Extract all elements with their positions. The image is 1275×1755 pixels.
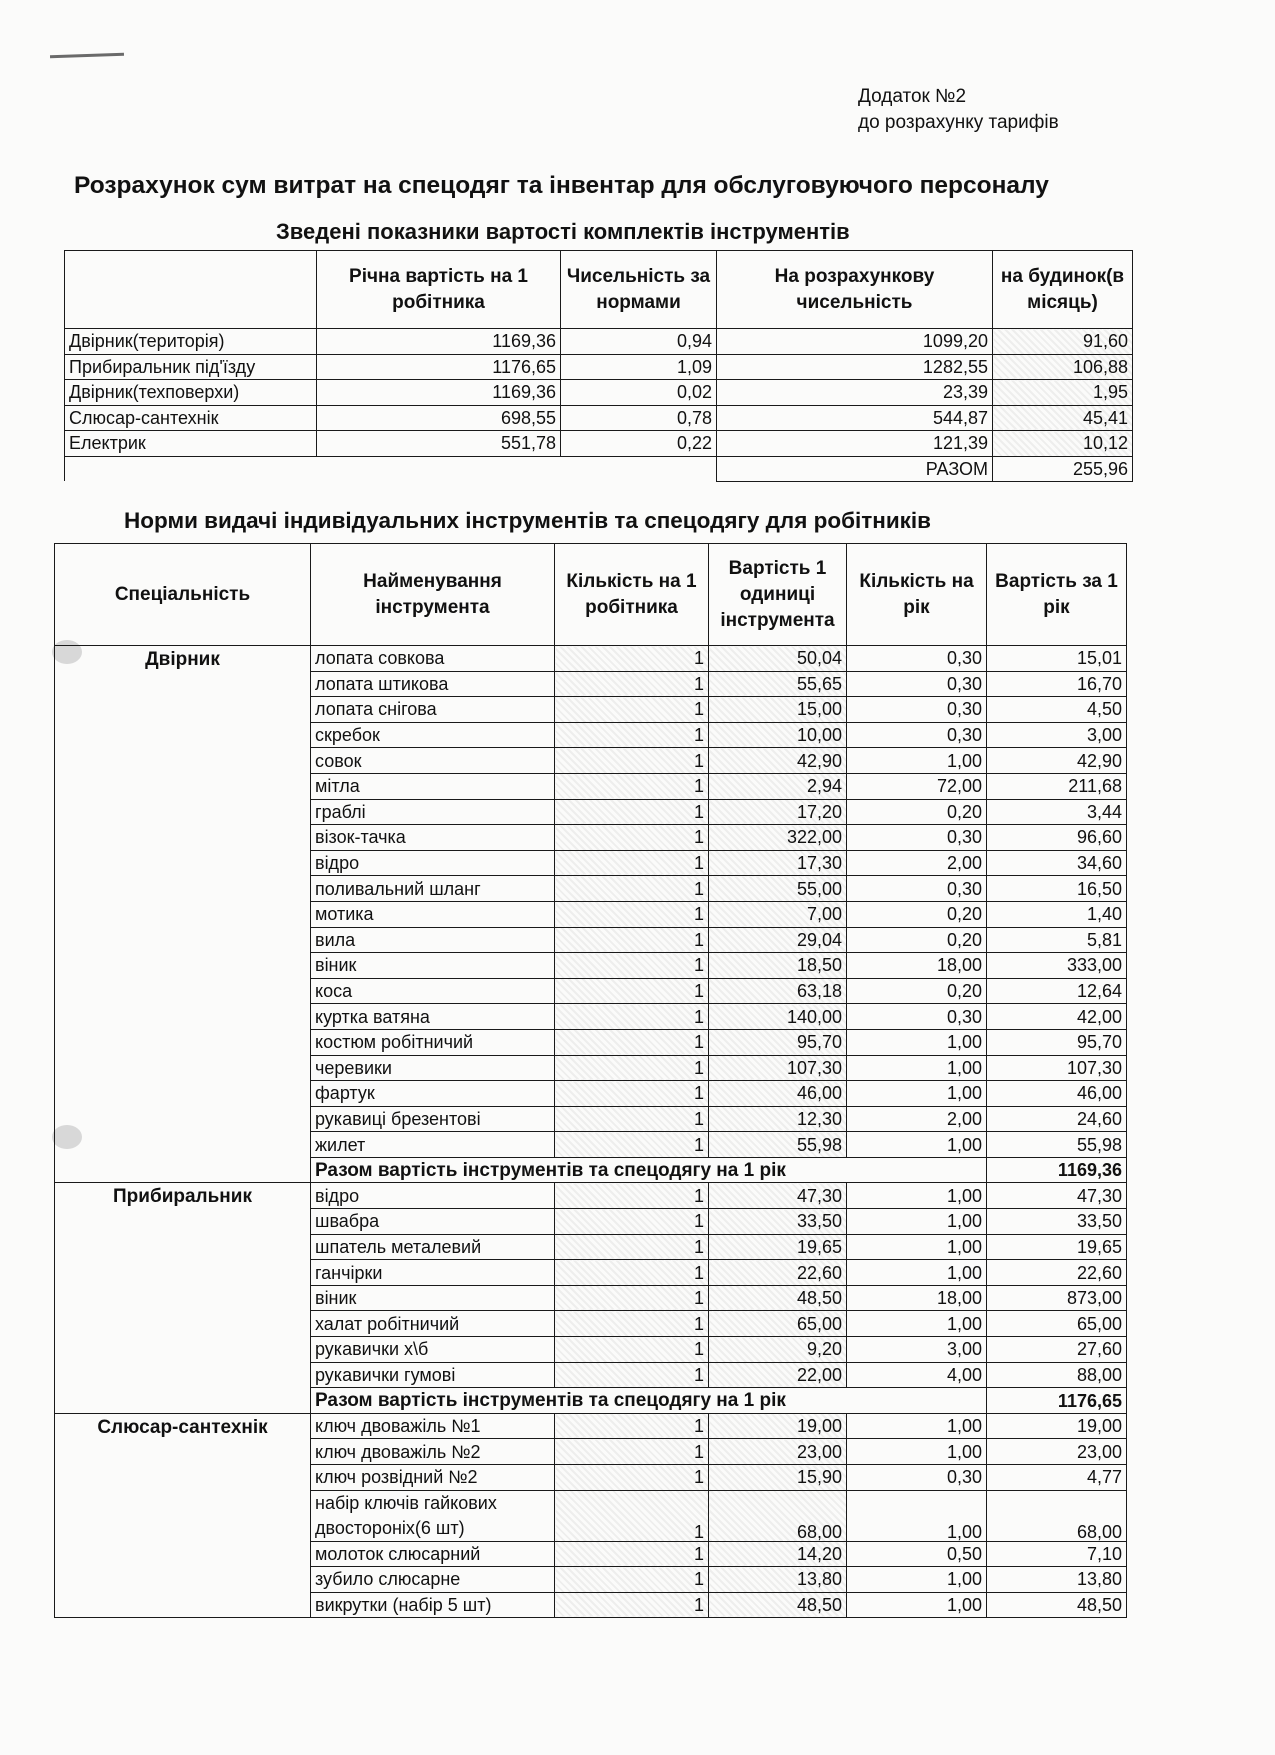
group-total-value: 1169,36: [987, 1157, 1127, 1183]
table-cell: 95,70: [709, 1029, 847, 1055]
table-cell: 107,30: [987, 1055, 1127, 1081]
table-cell: 1: [555, 722, 709, 748]
table-row: [55, 646, 1127, 672]
row-label: Слюсар-сантехнік: [65, 405, 317, 431]
item-name: черевики: [311, 1055, 555, 1081]
table-cell: 47,30: [709, 1183, 847, 1209]
table-cell: 0,22: [561, 431, 717, 457]
table-cell: 23,00: [987, 1439, 1127, 1465]
item-name: швабра: [311, 1209, 555, 1235]
table-cell: 33,50: [987, 1209, 1127, 1235]
table-cell: 140,00: [709, 1004, 847, 1030]
summary-total-row: [65, 456, 1133, 481]
table-cell: 95,70: [987, 1029, 1127, 1055]
table-cell: 1,00: [847, 1029, 987, 1055]
table-cell: 1: [555, 1541, 709, 1567]
table-cell: 1,00: [847, 748, 987, 774]
table-cell: 13,80: [987, 1567, 1127, 1593]
norms-header-row: [55, 544, 1127, 646]
table-cell: 1: [555, 1132, 709, 1158]
table-cell: 1: [555, 1029, 709, 1055]
table-cell: 333,00: [987, 953, 1127, 979]
table-cell: 1: [555, 901, 709, 927]
table-cell: 322,00: [709, 825, 847, 851]
table-cell: 48,50: [709, 1285, 847, 1311]
table-cell: 7,10: [987, 1541, 1127, 1567]
table-cell: 46,00: [709, 1081, 847, 1107]
norms-header-cell: Вартість 1 одиниці інструмента: [709, 544, 847, 646]
table-cell: 46,00: [987, 1081, 1127, 1107]
appendix-note: [858, 84, 1059, 136]
table-cell: 16,70: [987, 671, 1127, 697]
page-title: Розрахунок сум витрат на спецодяг та інвентар для обслуговуючого персоналу: [74, 172, 1049, 199]
table-cell: 4,50: [987, 697, 1127, 723]
table-cell: 7,00: [709, 901, 847, 927]
specialty-cell: Двірник: [55, 646, 311, 1183]
table-cell: 1: [555, 1004, 709, 1030]
table-cell: 88,00: [987, 1362, 1127, 1388]
table-cell: 0,78: [561, 405, 717, 431]
summary-header-cell: На розрахункову чисельність: [717, 251, 993, 329]
table-cell: 1,00: [847, 1209, 987, 1235]
summary-header-cell: Чисельність за нормами: [561, 251, 717, 329]
table-cell: 19,00: [987, 1413, 1127, 1439]
table-cell: 0,30: [847, 825, 987, 851]
item-name: совок: [311, 748, 555, 774]
table-cell: 873,00: [987, 1285, 1127, 1311]
table-cell: 1: [555, 1413, 709, 1439]
table-cell: 18,00: [847, 1285, 987, 1311]
table-cell: 4,00: [847, 1362, 987, 1388]
item-name: відро: [311, 850, 555, 876]
table-cell: 65,00: [709, 1311, 847, 1337]
item-name: куртка ватяна: [311, 1004, 555, 1030]
item-name: шпатель металевий: [311, 1234, 555, 1260]
summary-header-row: [65, 251, 1133, 329]
item-name: рукавички х\б: [311, 1337, 555, 1363]
table-cell: 1,00: [847, 1260, 987, 1286]
item-name: вила: [311, 927, 555, 953]
table-cell: 1169,36: [317, 380, 561, 406]
table-cell: 0,30: [847, 876, 987, 902]
item-name: ключ двоважіль №1: [311, 1413, 555, 1439]
table-cell: 0,30: [847, 722, 987, 748]
table-cell: 72,00: [847, 773, 987, 799]
table-cell: 1,00: [847, 1592, 987, 1618]
table-cell: 1: [555, 697, 709, 723]
table-cell: 551,78: [317, 431, 561, 457]
table-cell: 1,00: [847, 1183, 987, 1209]
table-row: [55, 1413, 1127, 1439]
item-name: візок-тачка: [311, 825, 555, 851]
table-cell: 18,50: [709, 953, 847, 979]
norms-title: Норми видачі індивідуальних інструментів та спецодягу для робітників: [124, 508, 932, 533]
table-cell: 13,80: [709, 1567, 847, 1593]
table-cell: 23,00: [709, 1439, 847, 1465]
table-cell: 47,30: [987, 1183, 1127, 1209]
table-cell: 4,77: [987, 1465, 1127, 1491]
summary-table: [64, 250, 1133, 482]
item-name: лопата совкова: [311, 646, 555, 672]
table-cell: 1282,55: [717, 354, 993, 380]
table-cell: 27,60: [987, 1337, 1127, 1363]
table-cell: 55,98: [709, 1132, 847, 1158]
table-cell: 1,00: [847, 1081, 987, 1107]
table-cell: 1,00: [847, 1055, 987, 1081]
item-name: рукавиці брезентові: [311, 1106, 555, 1132]
table-cell: 1: [555, 773, 709, 799]
table-cell: 1,00: [847, 1490, 987, 1541]
item-name: лопата штикова: [311, 671, 555, 697]
scan-mark: [50, 53, 124, 59]
table-cell: 1: [555, 850, 709, 876]
table-cell: 1: [555, 825, 709, 851]
norms-header-cell: Найменування інструмента: [311, 544, 555, 646]
table-cell: 19,65: [709, 1234, 847, 1260]
table-cell: 1: [555, 1055, 709, 1081]
table-cell: 14,20: [709, 1541, 847, 1567]
table-cell: 2,00: [847, 850, 987, 876]
table-cell: 1,00: [847, 1132, 987, 1158]
table-cell: 1,00: [847, 1567, 987, 1593]
table-cell: 19,00: [709, 1413, 847, 1439]
table-cell: 50,04: [709, 646, 847, 672]
item-name: скребок: [311, 722, 555, 748]
table-cell: 1,40: [987, 901, 1127, 927]
table-cell: 18,00: [847, 953, 987, 979]
table-cell: 1: [555, 876, 709, 902]
item-name: костюм робітничий: [311, 1029, 555, 1055]
table-cell: 0,50: [847, 1541, 987, 1567]
table-cell: 55,98: [987, 1132, 1127, 1158]
item-name: мотика: [311, 901, 555, 927]
item-name: ганчірки: [311, 1260, 555, 1286]
table-cell: 33,50: [709, 1209, 847, 1235]
table-cell: 48,50: [709, 1592, 847, 1618]
item-name: граблі: [311, 799, 555, 825]
table-cell: 0,30: [847, 1004, 987, 1030]
norms-header-cell: Вартість за 1 рік: [987, 544, 1127, 646]
group-total-label: Разом вартість інструментів та спецодягу на 1 рік: [311, 1157, 987, 1183]
table-cell: 0,20: [847, 799, 987, 825]
table-cell: 22,60: [709, 1260, 847, 1286]
table-cell: 1169,36: [317, 329, 561, 355]
table-cell: 68,00: [709, 1490, 847, 1541]
table-cell: 42,00: [987, 1004, 1127, 1030]
group-total-label: Разом вартість інструментів та спецодягу на 1 рік: [311, 1388, 987, 1414]
row-label: Електрик: [65, 431, 317, 457]
item-name: відро: [311, 1183, 555, 1209]
table-cell: 1: [555, 1592, 709, 1618]
table-cell: 1: [555, 1465, 709, 1491]
table-cell: 1,95: [993, 380, 1133, 406]
total-label: РАЗОМ: [717, 456, 993, 481]
table-cell: 5,81: [987, 927, 1127, 953]
summary-header-cell: [65, 251, 317, 329]
table-cell: 0,30: [847, 671, 987, 697]
table-cell: 55,65: [709, 671, 847, 697]
norms-header-cell: Кількість на 1 робітника: [555, 544, 709, 646]
table-cell: 17,30: [709, 850, 847, 876]
table-cell: 0,02: [561, 380, 717, 406]
table-row: [55, 1183, 1127, 1209]
table-cell: 1: [555, 1311, 709, 1337]
table-cell: 3,00: [847, 1337, 987, 1363]
table-cell: 1,00: [847, 1311, 987, 1337]
table-cell: 1: [555, 1490, 709, 1541]
table-row: [65, 329, 1133, 355]
item-name: віник: [311, 953, 555, 979]
table-cell: 23,39: [717, 380, 993, 406]
item-name: ключ двоважіль №2: [311, 1439, 555, 1465]
table-cell: 68,00: [987, 1490, 1127, 1541]
item-name: викрутки (набір 5 шт): [311, 1592, 555, 1618]
appendix-line-2: до розрахунку тарифів: [858, 112, 1059, 133]
table-cell: 1: [555, 1362, 709, 1388]
table-cell: 10,00: [709, 722, 847, 748]
appendix-line-1: Додаток №2: [858, 86, 967, 107]
table-cell: 1176,65: [317, 354, 561, 380]
total-value: 255,96: [993, 456, 1133, 481]
table-row: [65, 431, 1133, 457]
table-cell: 17,20: [709, 799, 847, 825]
group-total-value: 1176,65: [987, 1388, 1127, 1414]
table-cell: 55,00: [709, 876, 847, 902]
table-cell: 1: [555, 1209, 709, 1235]
item-name: фартук: [311, 1081, 555, 1107]
table-cell: 544,87: [717, 405, 993, 431]
table-row: [65, 354, 1133, 380]
table-cell: 12,30: [709, 1106, 847, 1132]
table-cell: 65,00: [987, 1311, 1127, 1337]
table-cell: 107,30: [709, 1055, 847, 1081]
table-cell: 22,00: [709, 1362, 847, 1388]
table-cell: 1: [555, 978, 709, 1004]
table-cell: 1,00: [847, 1439, 987, 1465]
table-cell: 1: [555, 1234, 709, 1260]
table-cell: 29,04: [709, 927, 847, 953]
table-cell: 1: [555, 1183, 709, 1209]
table-cell: 1: [555, 1081, 709, 1107]
table-cell: 22,60: [987, 1260, 1127, 1286]
item-name: зубило слюсарне: [311, 1567, 555, 1593]
table-cell: 19,65: [987, 1234, 1127, 1260]
table-cell: 12,64: [987, 978, 1127, 1004]
norms-header-cell: Спеціальність: [55, 544, 311, 646]
table-cell: 1: [555, 1285, 709, 1311]
row-label: Двірник(територія): [65, 329, 317, 355]
table-cell: 1099,20: [717, 329, 993, 355]
table-cell: 0,20: [847, 978, 987, 1004]
specialty-cell: Прибиральник: [55, 1183, 311, 1413]
table-cell: 48,50: [987, 1592, 1127, 1618]
table-cell: 42,90: [987, 748, 1127, 774]
table-cell: 63,18: [709, 978, 847, 1004]
table-cell: 1,00: [847, 1413, 987, 1439]
table-cell: 1: [555, 646, 709, 672]
table-cell: 1: [555, 1439, 709, 1465]
item-name: халат робітничий: [311, 1311, 555, 1337]
item-name: лопата снігова: [311, 697, 555, 723]
table-cell: 0,30: [847, 697, 987, 723]
table-cell: 15,00: [709, 697, 847, 723]
table-cell: 121,39: [717, 431, 993, 457]
table-row: [65, 380, 1133, 406]
item-name: віник: [311, 1285, 555, 1311]
table-cell: 0,94: [561, 329, 717, 355]
blank-cell: [65, 456, 717, 481]
table-cell: 91,60: [993, 329, 1133, 355]
table-cell: 0,20: [847, 927, 987, 953]
table-cell: 3,44: [987, 799, 1127, 825]
table-cell: 1: [555, 1260, 709, 1286]
summary-header-cell: на будинок(в місяць): [993, 251, 1133, 329]
item-name: мітла: [311, 773, 555, 799]
table-cell: 96,60: [987, 825, 1127, 851]
table-cell: 45,41: [993, 405, 1133, 431]
item-name: рукавички гумові: [311, 1362, 555, 1388]
table-cell: 15,90: [709, 1465, 847, 1491]
table-cell: 2,00: [847, 1106, 987, 1132]
specialty-cell: Слюсар-сантехнік: [55, 1413, 311, 1618]
table-cell: 1,00: [847, 1234, 987, 1260]
item-name: поливальний шланг: [311, 876, 555, 902]
row-label: Двірник(техповерхи): [65, 380, 317, 406]
table-cell: 1: [555, 799, 709, 825]
table-cell: 1,09: [561, 354, 717, 380]
table-cell: 24,60: [987, 1106, 1127, 1132]
table-cell: 42,90: [709, 748, 847, 774]
item-name: жилет: [311, 1132, 555, 1158]
item-name: набір ключів гайкових двостороніх(6 шт): [311, 1490, 555, 1541]
table-cell: 0,30: [847, 646, 987, 672]
item-name: молоток слюсарний: [311, 1541, 555, 1567]
table-cell: 16,50: [987, 876, 1127, 902]
table-cell: 34,60: [987, 850, 1127, 876]
summary-title: Зведені показники вартості комплектів інструментів: [276, 219, 850, 244]
table-cell: 9,20: [709, 1337, 847, 1363]
table-cell: 2,94: [709, 773, 847, 799]
table-cell: 1: [555, 1567, 709, 1593]
row-label: Прибиральник під'їзду: [65, 354, 317, 380]
norms-table: [54, 543, 1127, 1618]
norms-header-cell: Кількість на рік: [847, 544, 987, 646]
table-cell: 3,00: [987, 722, 1127, 748]
table-cell: 698,55: [317, 405, 561, 431]
table-row: [65, 405, 1133, 431]
table-cell: 0,20: [847, 901, 987, 927]
item-name: ключ розвідний №2: [311, 1465, 555, 1491]
item-name: коса: [311, 978, 555, 1004]
table-cell: 10,12: [993, 431, 1133, 457]
table-cell: 1: [555, 1106, 709, 1132]
table-cell: 1: [555, 953, 709, 979]
table-cell: 211,68: [987, 773, 1127, 799]
table-cell: 1: [555, 927, 709, 953]
table-cell: 1: [555, 748, 709, 774]
table-cell: 0,30: [847, 1465, 987, 1491]
summary-header-cell: Річна вартість на 1 робітника: [317, 251, 561, 329]
table-cell: 1: [555, 671, 709, 697]
table-cell: 15,01: [987, 646, 1127, 672]
table-cell: 106,88: [993, 354, 1133, 380]
table-cell: 1: [555, 1337, 709, 1363]
